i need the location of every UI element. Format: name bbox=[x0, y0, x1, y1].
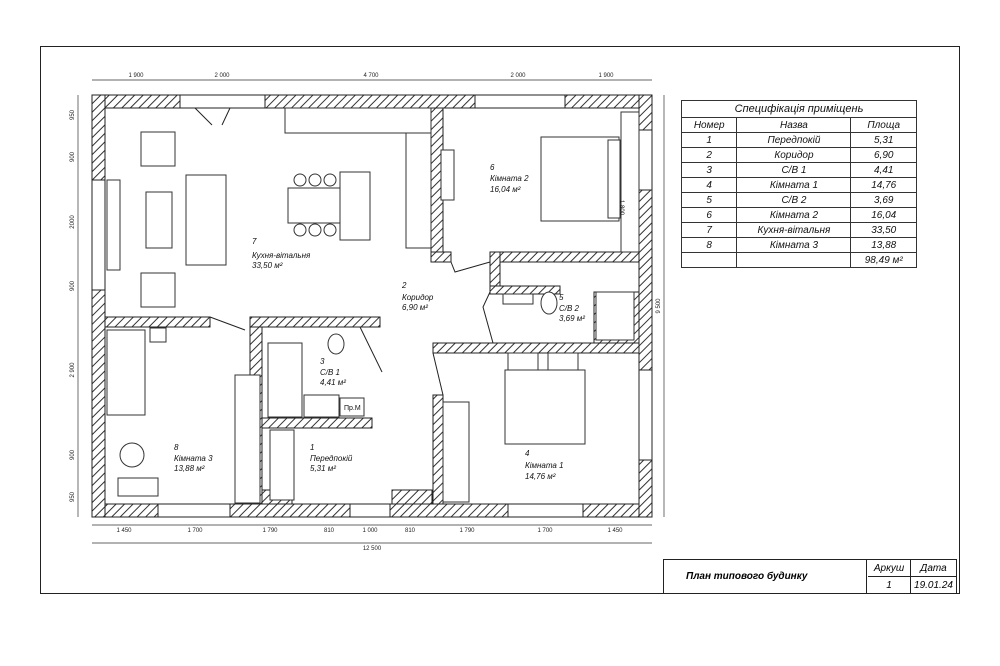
dim-top: 4 700 bbox=[363, 73, 379, 79]
room-label-name: Кімната 3 bbox=[174, 454, 213, 463]
room-label-name: С/В 2 bbox=[559, 304, 580, 313]
room-label-num: 1 bbox=[310, 443, 315, 452]
cell-name: С/В 1 bbox=[737, 163, 851, 178]
room-label-num: 2 bbox=[402, 281, 407, 290]
room-label-name: Кімната 2 bbox=[490, 174, 529, 183]
room-label-area: 3,69 м² bbox=[559, 314, 585, 323]
cell-area: 13,88 bbox=[851, 238, 917, 253]
cell-area: 33,50 bbox=[851, 223, 917, 238]
cell-name: Кухня-вітальня bbox=[737, 223, 851, 238]
cell-area: 5,31 bbox=[851, 133, 917, 148]
room-label-name: С/В 1 bbox=[320, 368, 341, 377]
kitchen-furniture bbox=[107, 108, 431, 307]
room-label-area: 6,90 м² bbox=[402, 303, 428, 312]
table-row bbox=[682, 223, 917, 238]
cell-number: 7 bbox=[682, 223, 737, 238]
table-row bbox=[682, 208, 917, 223]
room-label-name: Кімната 1 bbox=[525, 461, 564, 470]
sheet-value: 1 bbox=[868, 577, 911, 593]
dim-bottom: 1 450 bbox=[607, 528, 623, 534]
dim-bottom: 1 450 bbox=[116, 528, 132, 534]
room-label-num: 8 bbox=[174, 443, 179, 452]
cell-area: 14,76 bbox=[851, 178, 917, 193]
cell-number: 5 bbox=[682, 193, 737, 208]
cell-area: 6,90 bbox=[851, 148, 917, 163]
room-label-area: 16,04 м² bbox=[490, 185, 521, 194]
cell-name: Кімната 1 bbox=[737, 178, 851, 193]
dim-bottom: 810 bbox=[323, 528, 335, 534]
total-row bbox=[682, 253, 917, 268]
room-label-num: 5 bbox=[559, 293, 564, 302]
cell-name: Кімната 3 bbox=[737, 238, 851, 253]
dim-left: 900 bbox=[70, 280, 76, 292]
rooms-specification-table bbox=[681, 100, 917, 268]
cell-number: 3 bbox=[682, 163, 737, 178]
dim-top: 1 900 bbox=[128, 73, 144, 79]
spec-header-number: Номер bbox=[682, 118, 737, 133]
room-label-name: Коридор bbox=[402, 293, 434, 302]
room-label-num: 3 bbox=[320, 357, 325, 366]
room2-furniture bbox=[441, 112, 639, 252]
dim-bottom: 1 700 bbox=[187, 528, 203, 534]
dim-left: 950 bbox=[70, 491, 76, 503]
cell-number: 6 bbox=[682, 208, 737, 223]
room-label-num: 6 bbox=[490, 163, 495, 172]
room1-furniture bbox=[443, 353, 585, 502]
cell-number: 2 bbox=[682, 148, 737, 163]
table-row bbox=[682, 133, 917, 148]
cell-name: С/В 2 bbox=[737, 193, 851, 208]
cell-empty bbox=[682, 253, 737, 268]
dim-left: 900 bbox=[70, 449, 76, 461]
room3-furniture bbox=[107, 328, 294, 503]
dim-left: 900 bbox=[70, 151, 76, 163]
room-label-name: Передпокій bbox=[310, 454, 353, 463]
dim-bottom: 810 bbox=[404, 528, 416, 534]
dim-top: 2 000 bbox=[510, 73, 526, 79]
dim-bottom: 1 000 bbox=[362, 528, 378, 534]
table-row bbox=[682, 163, 917, 178]
cell-number: 4 bbox=[682, 178, 737, 193]
cell-total-area: 98,49 м² bbox=[851, 253, 917, 268]
room-label-area: 13,88 м² bbox=[174, 464, 205, 473]
dim-bottom: 1 700 bbox=[537, 528, 553, 534]
cell-area: 4,41 bbox=[851, 163, 917, 178]
room-label-area: 5,31 м² bbox=[310, 464, 336, 473]
cell-name: Кімната 2 bbox=[737, 208, 851, 223]
date-label: Дата bbox=[911, 560, 956, 577]
cell-area: 3,69 bbox=[851, 193, 917, 208]
spec-header-area: Площа bbox=[851, 118, 917, 133]
dim-left: 2 900 bbox=[70, 362, 76, 378]
dim-bottom: 1 790 bbox=[459, 528, 475, 534]
dim-bottom: 1 790 bbox=[262, 528, 278, 534]
cell-number: 1 bbox=[682, 133, 737, 148]
drawing-title: План типового будинку bbox=[664, 560, 867, 593]
cell-name: Коридор bbox=[737, 148, 851, 163]
title-block bbox=[663, 559, 957, 594]
dim-left: 2000 bbox=[70, 215, 76, 229]
room-label-area: 4,41 м² bbox=[320, 378, 346, 387]
room-label-num: 7 bbox=[252, 237, 257, 246]
dim-right: 9 500 bbox=[656, 298, 662, 314]
room-label-num: 4 bbox=[525, 449, 530, 458]
table-row bbox=[682, 148, 917, 163]
dim-top: 1 900 bbox=[598, 73, 614, 79]
spec-header-row bbox=[682, 118, 917, 133]
table-row bbox=[682, 178, 917, 193]
cell-number: 8 bbox=[682, 238, 737, 253]
furniture-dimension: 1 800 bbox=[618, 200, 624, 216]
dim-left: 950 bbox=[70, 109, 76, 121]
cell-name: Передпокій bbox=[737, 133, 851, 148]
utility-label: Пр.М bbox=[344, 405, 361, 412]
room-label-area: 14,76 м² bbox=[525, 472, 556, 481]
dim-top: 2 000 bbox=[214, 73, 230, 79]
dim-total: 12 500 bbox=[362, 546, 382, 552]
table-row bbox=[682, 238, 917, 253]
room-label-area: 33,50 м² bbox=[252, 261, 283, 270]
spec-title: Специфікація приміщень bbox=[681, 100, 917, 117]
table-row bbox=[682, 193, 917, 208]
cell-area: 16,04 bbox=[851, 208, 917, 223]
sheet-label: Аркуш bbox=[868, 560, 911, 577]
cell-empty bbox=[737, 253, 851, 268]
room-label-name: Кухня-вітальня bbox=[252, 251, 311, 260]
spec-header-name: Назва bbox=[737, 118, 851, 133]
date-value: 19.01.24 bbox=[914, 579, 953, 591]
